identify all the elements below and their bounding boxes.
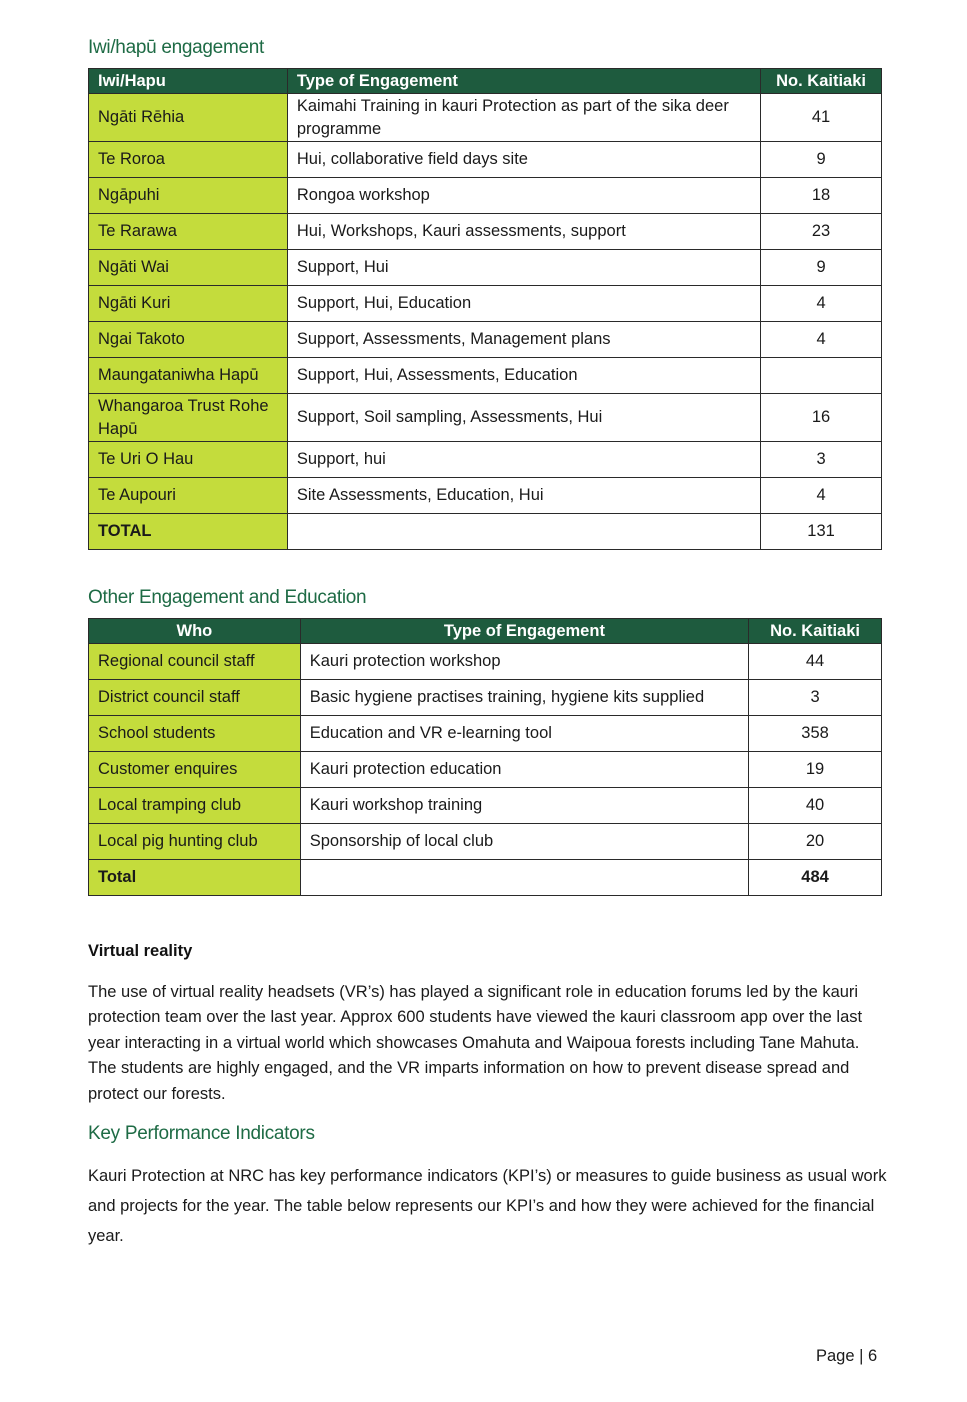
engagement-type-cell: Support, Hui	[287, 250, 760, 286]
kaitiaki-count-cell: 40	[749, 788, 882, 824]
table-row	[89, 214, 882, 250]
engagement-type-cell: Hui, collaborative field days site	[287, 142, 760, 178]
engagement-type-cell: Support, Hui, Assessments, Education	[287, 358, 760, 394]
table-row	[89, 442, 882, 478]
iwi-name-cell: Te Roroa	[89, 142, 288, 178]
column-header-who: Who	[89, 619, 301, 644]
column-header-iwi-hapu: Iwi/Hapu	[89, 69, 288, 94]
who-cell: Regional council staff	[89, 644, 301, 680]
engagement-type-cell: Kauri protection education	[300, 752, 748, 788]
column-header-no-kaitiaki: No. Kaitiaki	[761, 69, 882, 94]
kaitiaki-count-cell: 23	[761, 214, 882, 250]
engagement-type-cell: Kaimahi Training in kauri Protection as part of the sika deer programme	[287, 94, 760, 142]
who-cell: Local tramping club	[89, 788, 301, 824]
engagement-type-cell: Hui, Workshops, Kauri assessments, support	[287, 214, 760, 250]
iwi-name-cell: Maungataniwha Hapū	[89, 358, 288, 394]
iwi-name-cell: Ngāpuhi	[89, 178, 288, 214]
total-count-cell: 131	[761, 514, 882, 550]
column-header-type-of-engagement: Type of Engagement	[287, 69, 760, 94]
who-cell: Local pig hunting club	[89, 824, 301, 860]
table-header-row	[89, 69, 882, 94]
table-row	[89, 322, 882, 358]
kaitiaki-count-cell: 19	[749, 752, 882, 788]
total-count-cell: 484	[749, 860, 882, 896]
engagement-type-cell: Support, Assessments, Management plans	[287, 322, 760, 358]
table-row	[89, 286, 882, 322]
engagement-type-cell: Support, hui	[287, 442, 760, 478]
table-row	[89, 716, 882, 752]
other-engagement-heading: Other Engagement and Education	[88, 587, 367, 608]
engagement-type-cell: Kauri protection workshop	[300, 644, 748, 680]
kaitiaki-count-cell: 4	[761, 478, 882, 514]
iwi-name-cell: Te Aupouri	[89, 478, 288, 514]
kpi-heading: Key Performance Indicators	[88, 1123, 315, 1144]
table-row	[89, 644, 882, 680]
iwi-name-cell: Ngāti Wai	[89, 250, 288, 286]
total-row	[89, 514, 882, 550]
kaitiaki-count-cell: 20	[749, 824, 882, 860]
engagement-type-cell: Sponsorship of local club	[300, 824, 748, 860]
engagement-type-cell: Education and VR e-learning tool	[300, 716, 748, 752]
who-cell: School students	[89, 716, 301, 752]
engagement-type-cell: Site Assessments, Education, Hui	[287, 478, 760, 514]
iwi-name-cell: Whangaroa Trust Rohe Hapū	[89, 394, 288, 442]
iwi-hapu-engagement-table	[88, 68, 882, 550]
kaitiaki-count-cell	[761, 358, 882, 394]
virtual-reality-heading: Virtual reality	[88, 942, 193, 960]
table-row	[89, 250, 882, 286]
table-row	[89, 752, 882, 788]
table-row	[89, 680, 882, 716]
table-row	[89, 94, 882, 142]
total-label-cell: Total	[89, 860, 301, 896]
table-row	[89, 358, 882, 394]
total-type-cell	[287, 514, 760, 550]
kaitiaki-count-cell: 4	[761, 286, 882, 322]
table-row	[89, 178, 882, 214]
column-header-no-kaitiaki: No. Kaitiaki	[749, 619, 882, 644]
kaitiaki-count-cell: 44	[749, 644, 882, 680]
engagement-type-cell: Rongoa workshop	[287, 178, 760, 214]
kaitiaki-count-cell: 3	[749, 680, 882, 716]
kaitiaki-count-cell: 18	[761, 178, 882, 214]
other-engagement-table	[88, 618, 882, 896]
table-row	[89, 478, 882, 514]
total-row	[89, 860, 882, 896]
iwi-hapu-engagement-heading: Iwi/hapū engagement	[88, 37, 264, 58]
kaitiaki-count-cell: 9	[761, 142, 882, 178]
kaitiaki-count-cell: 3	[761, 442, 882, 478]
kaitiaki-count-cell: 41	[761, 94, 882, 142]
kaitiaki-count-cell: 9	[761, 250, 882, 286]
kpi-paragraph: Kauri Protection at NRC has key performance indicators (KPI’s) or measures to guide business as usual work and projects for the year. The table below represents our KPI’s and how they were achieved for the financial year.	[88, 1167, 887, 1245]
engagement-type-cell: Kauri workshop training	[300, 788, 748, 824]
iwi-name-cell: Ngāti Rēhia	[89, 94, 288, 142]
iwi-name-cell: Ngāti Kuri	[89, 286, 288, 322]
engagement-type-cell: Basic hygiene practises training, hygiene kits supplied	[300, 680, 748, 716]
table-header-row	[89, 619, 882, 644]
kaitiaki-count-cell: 4	[761, 322, 882, 358]
table-row	[89, 824, 882, 860]
engagement-type-cell: Support, Soil sampling, Assessments, Hui	[287, 394, 760, 442]
iwi-name-cell: Te Rarawa	[89, 214, 288, 250]
table-row	[89, 394, 882, 442]
total-type-cell	[300, 860, 748, 896]
kaitiaki-count-cell: 16	[761, 394, 882, 442]
column-header-type-of-engagement: Type of Engagement	[300, 619, 748, 644]
iwi-name-cell: Te Uri O Hau	[89, 442, 288, 478]
virtual-reality-paragraph: The use of virtual reality headsets (VR’s) has played a significant role in education forums led by the kauri protection team over the last year. Approx 600 students have viewed the kauri classroom app over the last year interacting in a virtual world which showcases Omahuta and Waipoua forests including Tane Mahuta. The students are highly engaged, and the VR imparts information on how to prevent disease spread and protect our forests.	[88, 983, 863, 1103]
total-label-cell: TOTAL	[89, 514, 288, 550]
iwi-name-cell: Ngai Takoto	[89, 322, 288, 358]
who-cell: District council staff	[89, 680, 301, 716]
who-cell: Customer enquires	[89, 752, 301, 788]
page-number: Page | 6	[816, 1347, 878, 1365]
table-row	[89, 788, 882, 824]
engagement-type-cell: Support, Hui, Education	[287, 286, 760, 322]
kaitiaki-count-cell: 358	[749, 716, 882, 752]
table-row	[89, 142, 882, 178]
